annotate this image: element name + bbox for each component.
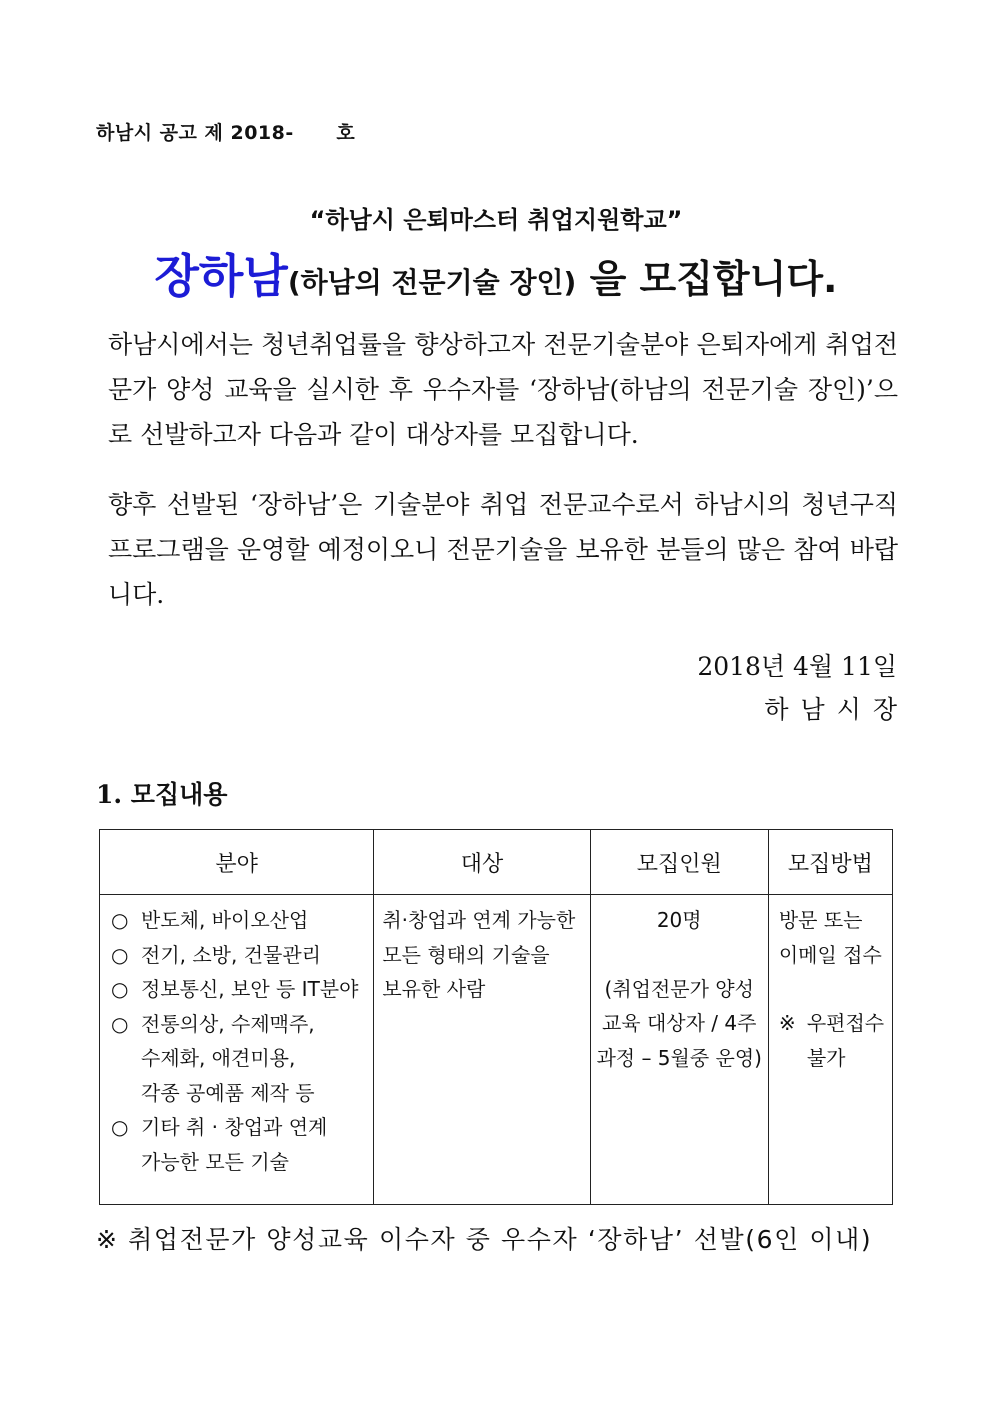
target-line: 취·창업과 연계 가능한 [382,908,576,932]
bullet-icon: ○ [111,1115,129,1139]
list-item [111,938,368,973]
list-item [111,903,368,938]
field-text: 전기, 소방, 건물관리 [141,942,321,967]
subtitle: “하남시 은퇴마스터 취업지원학교” [309,206,683,234]
method-note [779,1006,888,1075]
bullet-icon: ○ [111,942,129,967]
method-line: 이메일 접수 [778,942,882,967]
method-note-text: 우편접수 불가 [806,1011,885,1070]
header-method: 모집방법 [768,830,892,895]
bullet-icon: ○ [111,1011,129,1036]
count-note-line: 교육 대상자 / 4주 [601,1011,757,1035]
intro-paragraph: 하남시에서는 청년취업률을 향상하고자 전문기술분야 은퇴자에게 취업전문가 양성 교육을 실시한 후 우수자를 ‘장하남(하남의 전문기술 장인)’으로 선발하고자 다음과 같이 대상자를 모집합니다. [108,330,898,449]
list-item [111,972,368,1007]
target-line: 모든 형태의 기술을 [382,942,550,967]
list-item [111,1110,368,1179]
method-line: 방문 또는 [778,908,863,932]
reference-mark-icon: ※ [778,1011,796,1035]
list-item [111,1007,368,1111]
field-text: 반도체, 바이오산업 [141,908,309,932]
table-header-row [100,830,893,895]
field-text: 전통의상, 수제맥주, 수제화, 애견미용, 각종 공예품 제작 등 [141,1011,315,1105]
bullet-icon: ○ [111,977,129,1001]
section-title: 1. 모집내용 [96,780,228,809]
count-cell [590,895,768,1205]
method-cell [768,895,892,1205]
header-target: 대상 [374,830,590,895]
recruit-count: 20명 [656,908,702,932]
table-row [100,895,893,1205]
field-text: 정보통신, 보안 등 IT분야 [141,977,359,1001]
notice-date: 2018년 4월 11일 [697,652,897,681]
header-count: 모집인원 [590,830,768,895]
issuer: 하남시장 [764,695,909,724]
header-field: 분야 [100,830,374,895]
target-line: 보유한 사람 [382,977,486,1001]
recruit-table [99,829,893,1205]
field-text: 기타 취 · 창업과 연계 가능한 모든 기술 [141,1115,328,1174]
page-title [0,240,992,306]
title-sub: (하남의 전문기술 장인) [287,266,577,299]
program-paragraph: 향후 선발된 ‘장하남’은 기술분야 취업 전문교수로서 하남시의 청년구직 프로그램을 운영할 예정이오니 전문기술을 보유한 분들의 많은 참여 바랍니다. [108,490,898,609]
target-cell [374,895,590,1205]
footnote-text: ※ 취업전문가 양성교육 이수자 중 우수자 ‘장하남’ 선발(6인 이내) [96,1225,873,1254]
title-main: 장하남 [154,249,288,303]
field-cell [100,895,374,1205]
notice-number: 하남시 공고 제 2018- 호 [96,122,356,144]
title-end: 을 모집합니다. [576,257,838,301]
count-note-line: (취업전문가 양성 [604,976,754,1001]
count-note-line: 과정 – 5월중 운영) [596,1045,762,1070]
field-list [101,903,372,1179]
footnote [96,1220,894,1256]
bullet-icon: ○ [111,908,129,932]
